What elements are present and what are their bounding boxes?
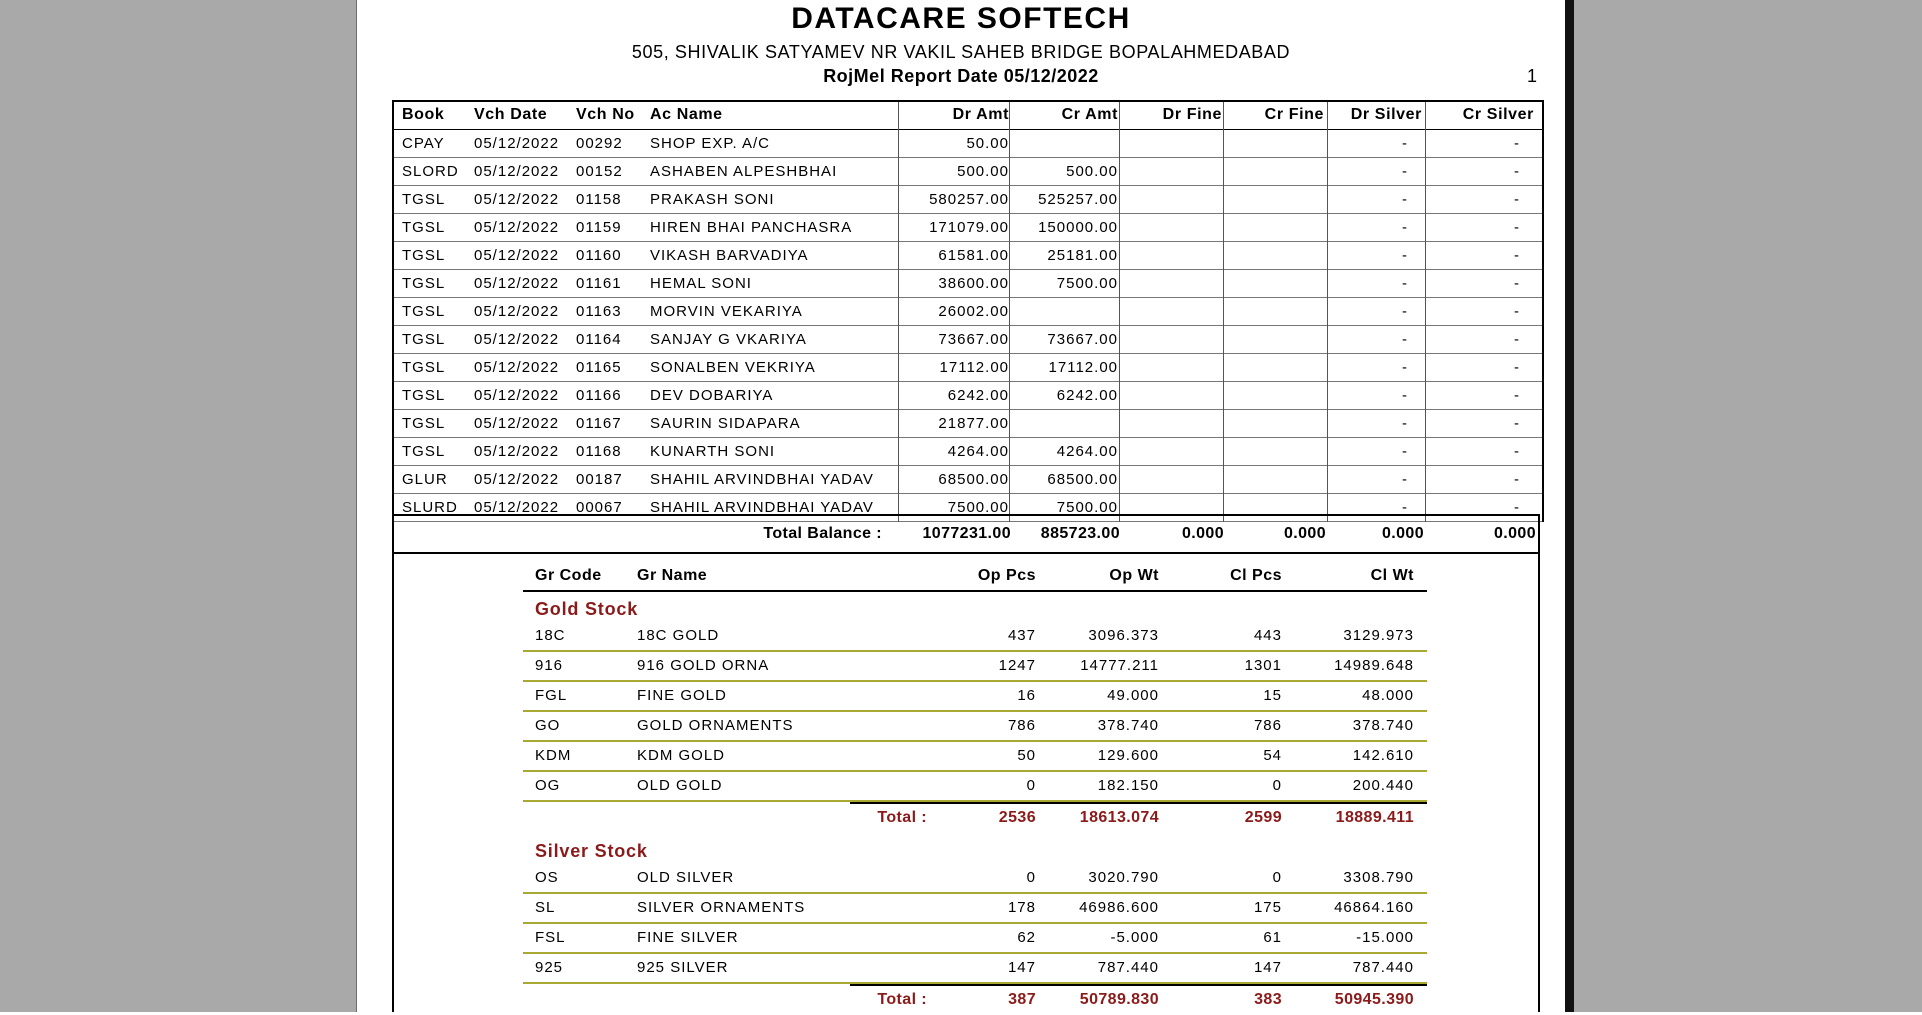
stock-table-header <box>523 562 1427 592</box>
cell-cr-fine <box>1224 354 1324 381</box>
header-cl-wt: Cl Wt <box>1370 567 1414 584</box>
cell-vch-date: 05/12/2022 <box>474 499 560 516</box>
cell-dr-silver: - <box>1402 415 1408 432</box>
stock-row <box>523 742 1427 772</box>
voucher-row <box>394 354 1542 382</box>
cell-gr-name: OLD GOLD <box>637 777 723 794</box>
stock-group-title <box>523 834 1427 864</box>
cell-vch-no: 01161 <box>576 275 622 292</box>
voucher-total-row <box>392 514 1540 554</box>
cell-dr-fine <box>1120 298 1222 325</box>
cell-cl-pcs: 0 <box>1272 869 1282 886</box>
stock-row <box>523 772 1427 802</box>
cell-gr-code: FSL <box>535 929 566 946</box>
cell-ac-name: VIKASH BARVADIYA <box>650 247 809 264</box>
cell-vch-no: 01160 <box>576 247 622 264</box>
cell-op-wt: 3020.790 <box>1088 869 1159 886</box>
cell-cr-amt: 68500.00 <box>1047 471 1118 488</box>
cell-op-pcs: 0 <box>1026 869 1036 886</box>
cell-cr-fine <box>1224 438 1324 465</box>
total-dr-amt: 1077231.00 <box>922 525 1011 542</box>
cell-book: TGSL <box>402 303 446 320</box>
cell-cl-pcs: 1301 <box>1244 657 1282 674</box>
cell-dr-fine <box>1120 158 1222 185</box>
cell-cl-wt: 787.440 <box>1352 959 1414 976</box>
voucher-row <box>394 466 1542 494</box>
cell-cr-silver: - <box>1514 163 1520 180</box>
cell-vch-no: 01167 <box>576 415 622 432</box>
cell-cr-amt: 525257.00 <box>1038 191 1118 208</box>
group-name: Gold Stock <box>535 599 639 619</box>
header-op-wt: Op Wt <box>1109 567 1159 584</box>
cell-book: CPAY <box>402 135 445 152</box>
group-total-label: Total : <box>877 809 927 826</box>
stock-group-title <box>523 592 1427 622</box>
cell-dr-silver: - <box>1402 303 1408 320</box>
voucher-row <box>394 438 1542 466</box>
cell-dr-fine <box>1120 214 1222 241</box>
cell-book: TGSL <box>402 443 446 460</box>
stock-row <box>523 682 1427 712</box>
cell-cr-silver: - <box>1514 135 1520 152</box>
stock-table <box>523 562 1427 1012</box>
cell-vch-date: 05/12/2022 <box>474 471 560 488</box>
cell-op-pcs: 178 <box>1007 899 1036 916</box>
cell-cl-pcs: 147 <box>1253 959 1282 976</box>
cell-dr-amt: 38600.00 <box>938 275 1009 292</box>
cell-dr-silver: - <box>1402 499 1408 516</box>
cell-dr-amt: 50.00 <box>966 135 1009 152</box>
cell-cr-fine <box>1224 326 1324 353</box>
voucher-row <box>394 298 1542 326</box>
stock-row <box>523 954 1427 984</box>
cell-vch-no: 01159 <box>576 219 622 236</box>
cell-cr-fine <box>1224 382 1324 409</box>
voucher-row <box>394 130 1542 158</box>
cell-op-wt: 3096.373 <box>1088 627 1159 644</box>
cell-cr-amt: 17112.00 <box>1048 359 1118 376</box>
cell-cl-pcs: 443 <box>1253 627 1282 644</box>
cell-cl-wt: 3308.790 <box>1343 869 1414 886</box>
total-cr-amt: 885723.00 <box>1040 525 1120 542</box>
group-total-cl-wt: 50945.390 <box>1334 991 1414 1008</box>
stock-row <box>523 712 1427 742</box>
cell-vch-date: 05/12/2022 <box>474 359 560 376</box>
cell-cr-amt: 25181.00 <box>1047 247 1118 264</box>
cell-book: GLUR <box>402 471 448 488</box>
cell-cl-wt: 142.610 <box>1352 747 1414 764</box>
cell-cr-amt: 6242.00 <box>1056 387 1118 404</box>
report-title: RojMel Report Date 05/12/2022 <box>823 66 1099 86</box>
voucher-row <box>394 326 1542 354</box>
cell-cr-fine <box>1224 298 1324 325</box>
cell-book: TGSL <box>402 359 446 376</box>
cell-book: TGSL <box>402 331 446 348</box>
group-name: Silver Stock <box>535 841 648 861</box>
cell-dr-fine <box>1120 354 1222 381</box>
header-dr-amt: Dr Amt <box>952 106 1009 123</box>
cell-gr-name: GOLD ORNAMENTS <box>637 717 794 734</box>
cell-dr-silver: - <box>1402 135 1408 152</box>
cell-vch-no: 01165 <box>576 359 622 376</box>
voucher-table <box>392 100 1544 522</box>
company-name: DATACARE SOFTECH <box>791 2 1131 35</box>
cell-cr-fine <box>1224 270 1324 297</box>
cell-vch-date: 05/12/2022 <box>474 443 560 460</box>
voucher-table-header <box>394 102 1542 130</box>
column-separator <box>1327 102 1328 522</box>
cell-op-pcs: 786 <box>1007 717 1036 734</box>
header-op-pcs: Op Pcs <box>977 567 1036 584</box>
cell-cl-pcs: 0 <box>1272 777 1282 794</box>
cell-dr-amt: 73667.00 <box>938 331 1009 348</box>
cell-cr-amt: 7500.00 <box>1056 499 1118 516</box>
cell-ac-name: SHOP EXP. A/C <box>650 135 770 152</box>
cell-vch-date: 05/12/2022 <box>474 415 560 432</box>
cell-cr-silver: - <box>1514 359 1520 376</box>
cell-vch-date: 05/12/2022 <box>474 247 560 264</box>
cell-cr-silver: - <box>1514 443 1520 460</box>
header-gr-code: Gr Code <box>535 567 602 584</box>
header-vch-no: Vch No <box>576 106 635 123</box>
cell-vch-no: 00292 <box>576 135 623 152</box>
group-total-op-wt: 50789.830 <box>1079 991 1159 1008</box>
cell-book: TGSL <box>402 415 446 432</box>
cell-dr-fine <box>1120 438 1222 465</box>
cell-vch-no: 01166 <box>576 387 622 404</box>
cell-gr-code: KDM <box>535 747 572 764</box>
cell-dr-silver: - <box>1402 331 1408 348</box>
cell-dr-silver: - <box>1402 163 1408 180</box>
cell-dr-silver: - <box>1402 471 1408 488</box>
cell-book: TGSL <box>402 387 446 404</box>
voucher-row <box>394 270 1542 298</box>
cell-ac-name: HIREN BHAI PANCHASRA <box>650 219 853 236</box>
stock-row <box>523 924 1427 954</box>
cell-dr-fine <box>1120 410 1222 437</box>
cell-dr-silver: - <box>1402 247 1408 264</box>
cell-op-wt: 182.150 <box>1097 777 1159 794</box>
voucher-row <box>394 214 1542 242</box>
stock-row <box>523 622 1427 652</box>
cell-cr-silver: - <box>1514 331 1520 348</box>
cell-vch-date: 05/12/2022 <box>474 387 560 404</box>
report-page <box>356 0 1565 1012</box>
cell-book: TGSL <box>402 275 446 292</box>
header-cr-silver: Cr Silver <box>1462 106 1534 123</box>
cell-dr-fine <box>1120 242 1222 269</box>
cell-cr-amt: 500.00 <box>1066 163 1118 180</box>
cell-cr-amt: 7500.00 <box>1056 275 1118 292</box>
cell-vch-date: 05/12/2022 <box>474 331 560 348</box>
page-left-border <box>392 554 394 1012</box>
cell-op-pcs: 50 <box>1017 747 1036 764</box>
header-cr-fine: Cr Fine <box>1264 106 1324 123</box>
cell-cr-fine <box>1224 130 1324 157</box>
cell-cr-amt: 150000.00 <box>1038 219 1118 236</box>
total-cr-silver: 0.000 <box>1493 525 1536 542</box>
cell-op-wt: 49.000 <box>1107 687 1159 704</box>
header-ac-name: Ac Name <box>650 106 723 123</box>
cell-dr-amt: 171079.00 <box>929 219 1009 236</box>
cell-gr-code: OG <box>535 777 561 794</box>
cell-vch-date: 05/12/2022 <box>474 135 560 152</box>
cell-dr-silver: - <box>1402 387 1408 404</box>
cell-cr-fine <box>1224 242 1324 269</box>
total-dr-silver: 0.000 <box>1381 525 1424 542</box>
cell-cr-silver: - <box>1514 303 1520 320</box>
cell-gr-code: OS <box>535 869 559 886</box>
cell-cr-fine <box>1224 410 1324 437</box>
cell-cr-amt: 4264.00 <box>1056 443 1118 460</box>
stock-row <box>523 864 1427 894</box>
column-separator <box>1009 102 1010 522</box>
cell-op-pcs: 1247 <box>998 657 1036 674</box>
cell-cr-amt <box>1010 410 1118 437</box>
cell-vch-no: 01158 <box>576 191 622 208</box>
stock-group-total <box>523 802 1427 834</box>
cell-cr-fine <box>1224 158 1324 185</box>
cell-cr-amt <box>1010 130 1118 157</box>
cell-cr-silver: - <box>1514 471 1520 488</box>
cell-op-pcs: 437 <box>1007 627 1036 644</box>
cell-ac-name: HEMAL SONI <box>650 275 752 292</box>
cell-cr-silver: - <box>1514 387 1520 404</box>
cell-op-pcs: 147 <box>1007 959 1036 976</box>
stock-row <box>523 652 1427 682</box>
cell-op-pcs: 0 <box>1026 777 1036 794</box>
voucher-row <box>394 242 1542 270</box>
column-separator <box>1223 102 1224 522</box>
cell-dr-amt: 500.00 <box>957 163 1009 180</box>
cell-op-wt: 46986.600 <box>1079 899 1159 916</box>
cell-vch-date: 05/12/2022 <box>474 219 560 236</box>
cell-dr-fine <box>1120 382 1222 409</box>
cell-op-pcs: 62 <box>1017 929 1036 946</box>
cell-ac-name: KUNARTH SONI <box>650 443 776 460</box>
cell-cl-wt: 14989.648 <box>1334 657 1414 674</box>
cell-gr-name: 916 GOLD ORNA <box>637 657 770 674</box>
cell-vch-no: 01168 <box>576 443 622 460</box>
cell-cr-silver: - <box>1514 499 1520 516</box>
cell-dr-amt: 61581.00 <box>938 247 1009 264</box>
cell-dr-silver: - <box>1402 191 1408 208</box>
cell-book: TGSL <box>402 219 446 236</box>
cell-cr-amt <box>1010 298 1118 325</box>
cell-op-wt: 129.600 <box>1097 747 1159 764</box>
cell-vch-date: 05/12/2022 <box>474 303 560 320</box>
total-cr-fine: 0.000 <box>1283 525 1326 542</box>
cell-cr-amt: 73667.00 <box>1047 331 1118 348</box>
cell-ac-name: SAURIN SIDAPARA <box>650 415 801 432</box>
cell-dr-fine <box>1120 326 1222 353</box>
cell-dr-amt: 21877.00 <box>938 415 1009 432</box>
cell-vch-date: 05/12/2022 <box>474 163 560 180</box>
cell-dr-amt: 68500.00 <box>938 471 1009 488</box>
cell-dr-silver: - <box>1402 275 1408 292</box>
cell-dr-silver: - <box>1402 443 1408 460</box>
cell-vch-no: 00187 <box>576 471 623 488</box>
cell-cr-silver: - <box>1514 219 1520 236</box>
cell-gr-name: 925 SILVER <box>637 959 729 976</box>
header-cr-amt: Cr Amt <box>1061 106 1118 123</box>
cell-dr-fine <box>1120 186 1222 213</box>
cell-gr-code: FGL <box>535 687 568 704</box>
cell-cl-wt: 3129.973 <box>1343 627 1414 644</box>
cell-dr-amt: 26002.00 <box>938 303 1009 320</box>
stock-table-body <box>523 592 1427 1012</box>
cell-cr-fine <box>1224 214 1324 241</box>
cell-cl-wt: 46864.160 <box>1334 899 1414 916</box>
column-separator <box>898 102 899 522</box>
cell-gr-code: 916 <box>535 657 564 674</box>
cell-vch-no: 01164 <box>576 331 622 348</box>
group-total-cl-wt: 18889.411 <box>1335 809 1414 826</box>
column-separator <box>1425 102 1426 522</box>
stock-group-total <box>523 984 1427 1012</box>
cell-dr-amt: 580257.00 <box>929 191 1009 208</box>
cell-cr-silver: - <box>1514 191 1520 208</box>
cell-dr-fine <box>1120 466 1222 493</box>
cell-cr-fine <box>1224 186 1324 213</box>
cell-gr-code: SL <box>535 899 556 916</box>
voucher-row <box>394 382 1542 410</box>
cell-ac-name: DEV DOBARIYA <box>650 387 774 404</box>
cell-book: TGSL <box>402 191 446 208</box>
cell-cl-pcs: 175 <box>1253 899 1282 916</box>
cell-cr-silver: - <box>1514 415 1520 432</box>
cell-cr-silver: - <box>1514 275 1520 292</box>
group-total-op-pcs: 387 <box>1008 991 1036 1008</box>
cell-gr-code: GO <box>535 717 561 734</box>
cell-gr-name: 18C GOLD <box>637 627 720 644</box>
total-balance-label: Total Balance : <box>763 525 882 542</box>
group-total-op-pcs: 2536 <box>998 809 1036 826</box>
cell-op-wt: 787.440 <box>1097 959 1159 976</box>
cell-vch-no: 00067 <box>576 499 623 516</box>
group-total-op-wt: 18613.074 <box>1079 809 1159 826</box>
cell-gr-code: 18C <box>535 627 566 644</box>
cell-vch-no: 01163 <box>576 303 622 320</box>
cell-cl-pcs: 54 <box>1263 747 1282 764</box>
header-dr-silver: Dr Silver <box>1350 106 1422 123</box>
company-address: 505, SHIVALIK SATYAMEV NR VAKIL SAHEB BRIDGE BOPALAHMEDABAD <box>631 42 1291 62</box>
page-number: 1 <box>1527 66 1538 86</box>
cell-ac-name: SHAHIL ARVINDBHAI YADAV <box>650 471 874 488</box>
cell-dr-silver: - <box>1402 219 1408 236</box>
cell-op-wt: -5.000 <box>1110 929 1159 946</box>
cell-ac-name: SHAHIL ARVINDBHAI YADAV <box>650 499 874 516</box>
cell-cl-pcs: 61 <box>1263 929 1282 946</box>
cell-dr-amt: 4264.00 <box>947 443 1009 460</box>
cell-ac-name: PRAKASH SONI <box>650 191 775 208</box>
cell-dr-silver: - <box>1402 359 1408 376</box>
voucher-row <box>394 158 1542 186</box>
page-right-border <box>1538 554 1540 1012</box>
cell-dr-amt: 7500.00 <box>947 499 1009 516</box>
cell-cl-pcs: 786 <box>1253 717 1282 734</box>
group-total-cl-pcs: 383 <box>1254 991 1282 1008</box>
cell-cr-silver: - <box>1514 247 1520 264</box>
cell-op-wt: 378.740 <box>1097 717 1159 734</box>
cell-gr-name: FINE SILVER <box>637 929 739 946</box>
cell-ac-name: SANJAY G VKARIYA <box>650 331 807 348</box>
column-separator <box>1119 102 1120 522</box>
cell-gr-name: SILVER ORNAMENTS <box>637 899 806 916</box>
voucher-table-body <box>394 130 1542 522</box>
stock-row <box>523 894 1427 924</box>
header-book: Book <box>402 106 445 123</box>
cell-gr-code: 925 <box>535 959 564 976</box>
cell-dr-fine <box>1120 130 1222 157</box>
cell-book: TGSL <box>402 247 446 264</box>
cell-ac-name: MORVIN VEKARIYA <box>650 303 803 320</box>
group-total-label: Total : <box>877 991 927 1008</box>
cell-op-pcs: 16 <box>1017 687 1036 704</box>
cell-gr-name: KDM GOLD <box>637 747 726 764</box>
total-dr-fine: 0.000 <box>1181 525 1224 542</box>
header-gr-name: Gr Name <box>637 567 708 584</box>
cell-book: SLORD <box>402 163 459 180</box>
cell-vch-date: 05/12/2022 <box>474 275 560 292</box>
voucher-row <box>394 410 1542 438</box>
cell-cl-pcs: 15 <box>1263 687 1282 704</box>
page-shadow <box>1564 0 1574 1012</box>
cell-ac-name: SONALBEN VEKRIYA <box>650 359 816 376</box>
cell-dr-amt: 6242.00 <box>947 387 1009 404</box>
cell-cr-fine <box>1224 466 1324 493</box>
cell-dr-amt: 17112.00 <box>939 359 1009 376</box>
cell-ac-name: ASHABEN ALPESHBHAI <box>650 163 838 180</box>
header-dr-fine: Dr Fine <box>1162 106 1222 123</box>
cell-book: SLURD <box>402 499 458 516</box>
cell-cl-wt: -15.000 <box>1356 929 1414 946</box>
header-cl-pcs: Cl Pcs <box>1230 567 1282 584</box>
voucher-row <box>394 186 1542 214</box>
cell-gr-name: OLD SILVER <box>637 869 735 886</box>
cell-op-wt: 14777.211 <box>1080 657 1159 674</box>
header-vch-date: Vch Date <box>474 106 548 123</box>
cell-cl-wt: 200.440 <box>1352 777 1414 794</box>
cell-vch-no: 00152 <box>576 163 623 180</box>
cell-cl-wt: 378.740 <box>1352 717 1414 734</box>
cell-gr-name: FINE GOLD <box>637 687 727 704</box>
cell-cl-wt: 48.000 <box>1362 687 1414 704</box>
group-total-cl-pcs: 2599 <box>1244 809 1282 826</box>
cell-dr-fine <box>1120 270 1222 297</box>
cell-vch-date: 05/12/2022 <box>474 191 560 208</box>
